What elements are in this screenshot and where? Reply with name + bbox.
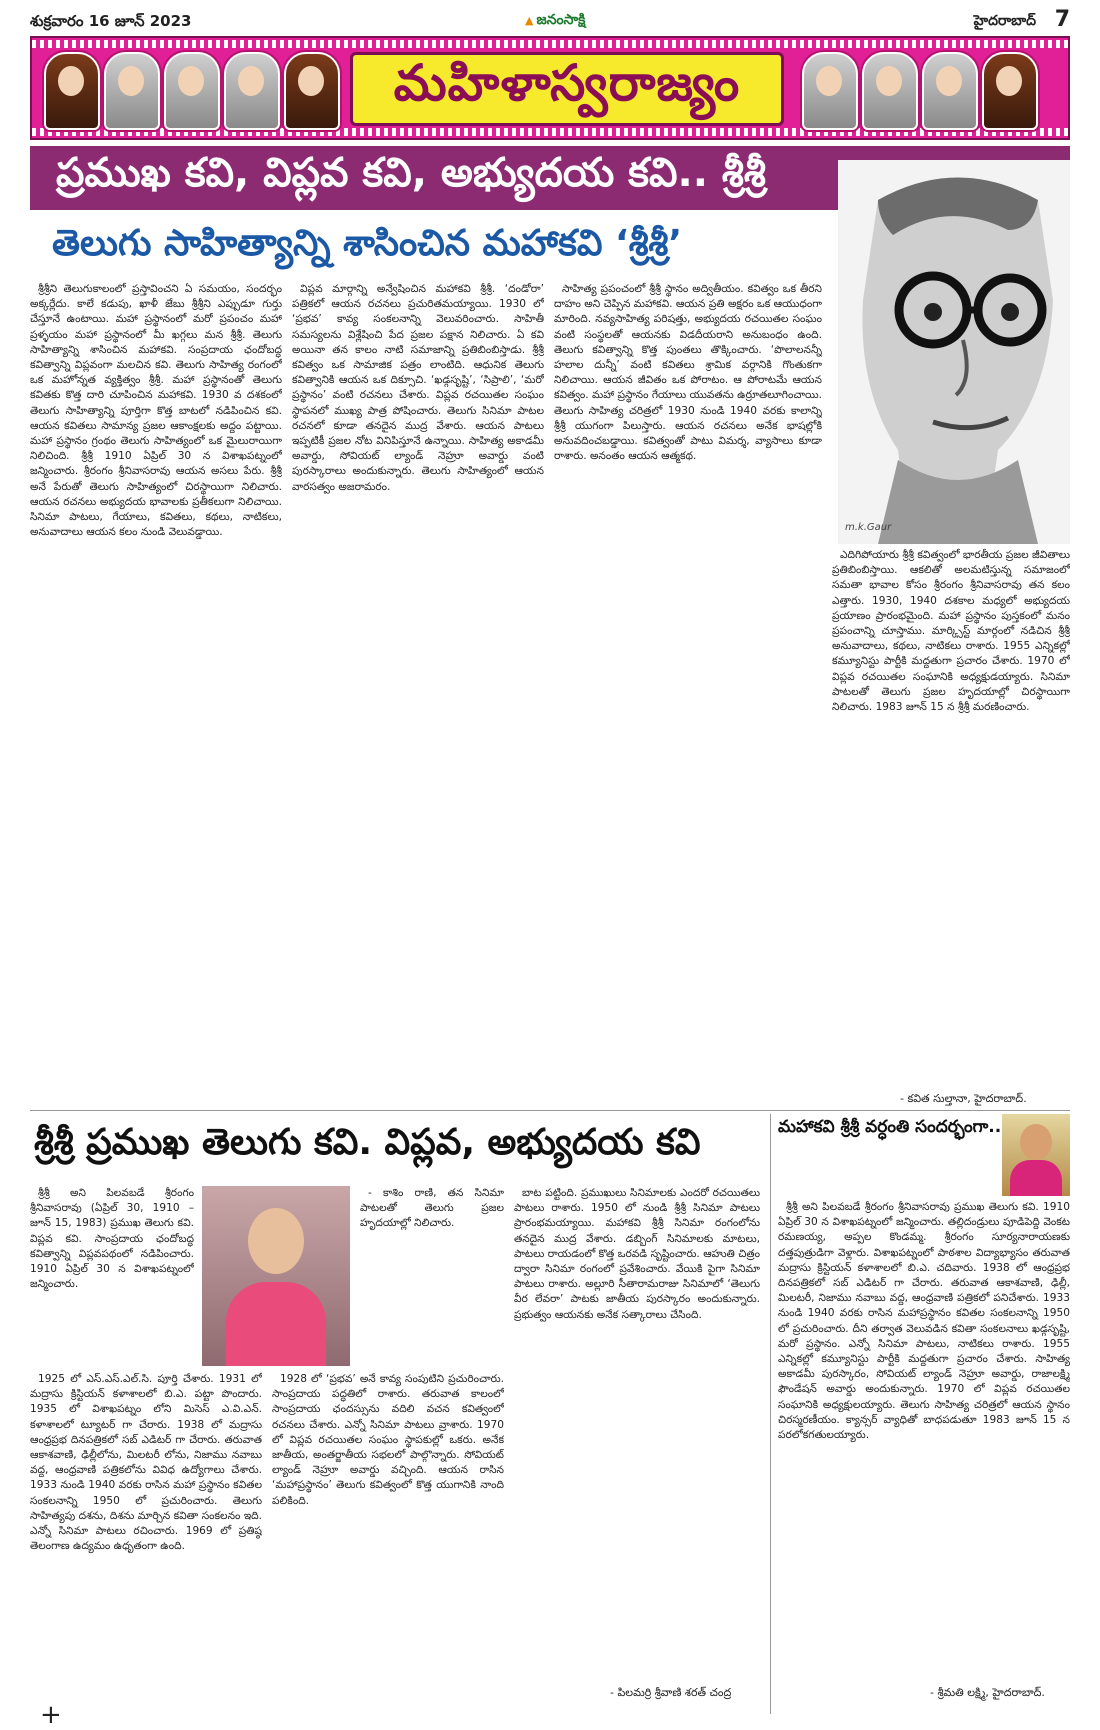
lower-column-a xyxy=(30,1372,262,1702)
sketch-signature: m.k.Gaur xyxy=(845,522,892,533)
portrait-9 xyxy=(982,52,1038,130)
column-2-text: విప్లవ మార్గాన్ని అన్వేషించిన మహాకవి శ్రీశ్రీ. ‘దండోరా’ పత్రికలో ఆయన రచనలు ప్రచురితమయ్యాయి. 1930 లో ‘ప్రభవ’ కావ్య సంకలనాన్ని వెలువరించారు. సాహితీ సమస్యలను విశ్లేషించి పేద ప్రజల పక్షాన నిలిచారు. ఏ కవి అయినా తన కాలం నాటి సమాజాన్ని ప్రతిబింబిస్తాడు. శ్రీశ్రీ కవిత్వం ఒక సామాజిక పత్రం లాంటిది. ఆధునిక తెలుగు కవిత్వానికి ఆయన ఒక దిక్సూచి. ‘ఖడ్గసృష్టి’, ‘సిప్రాలి’, ‘మరో ప్రస్థానం’ వంటి రచనలు చేశారు. విప్లవ రచయితల సంఘం స్థాపనలో ముఖ్య పాత్ర పోషించారు. తెలుగు సినిమా పాటల రచనలో కూడా తనదైన ముద్ర వేశారు. ఆయన పాటలు ఇప్పటికీ ప్రజల నోట వినిపిస్తూనే ఉన్నాయి. సాహిత్య అకాడమీ అవార్డు, సోవియట్ ల్యాండ్ నెహ్రూ అవార్డు వంటి పురస్కారాలు అందుకున్నారు. తెలుగు సాహిత్యంలో ఆయన వారసత్వం అజరామరం. xyxy=(292,283,544,493)
main-headline: తెలుగు సాహిత్యాన్ని శాసించిన మహాకవి ‘శ్రీశ్రీ’ xyxy=(52,223,683,264)
registration-mark-icon: + xyxy=(40,1700,62,1730)
portrait-2 xyxy=(104,52,160,130)
lower-column-b-text: 1928 లో ‘ప్రభవ’ అనే కావ్య సంపుటిని ప్రచురించారు. సాంప్రదాయ పద్ధతిలో రాశారు. తరువాత కాలంలో సాంప్రదాయ ఛందస్సును వదిలి వచన కవిత్వంలో రచనలు చేశారు. ఎన్నో సినిమా పాటలు వ్రాశారు. 1970 లో విప్లవ రచయితల సంఘం స్థాపకుల్లో ఒకరు. అనేక జాతీయ, అంతర్జాతీయ సభలలో పాల్గొన్నారు. సోవియట్ ల్యాండ్ నెహ్రూ అవార్డు వచ్చింది. ఆయన రాసిన ‘మహాప్రస్థానం’ తెలుగు కవిత్వంలో కొత్త యుగానికి నాంది పలికింది. xyxy=(272,1373,504,1507)
photo-caption-text: - కాశిం రాణి, తన సినిమా పాటలతో తెలుగు ప్రజల హృదయాల్లో నిలిచారు. xyxy=(360,1187,504,1230)
article-column-4 xyxy=(832,548,1070,1088)
lower-column-a-top xyxy=(30,1186,194,1366)
portrait-7 xyxy=(862,52,918,130)
column-4-text: ఎదిగిపోయారు శ్రీశ్రీ కవిత్వంలో భారతీయ ప్రజల జీవితాలు ప్రతిబింబిస్తాయి. ఆకలితో అలమటిస్తున్న సమాజంలో సమతా భావాల కోసం శ్రీరంగం శ్రీనివాసరావు తన కలం ఎత్తారు. 1930, 1940 దశకాల మధ్యలో అభ్యుదయ ప్రయాణం ప్రారంభమైంది. మహా ప్రస్థానం పుస్తకంలో మనం ప్రపంచాన్ని చూస్తాము. మార్క్సిస్ట్ మార్గంలో నడిచిన శ్రీశ్రీ అనువాదాలు, కథలు, నాటికలు రాశారు. 1955 ఎన్నికల్లో కమ్యూనిస్టు పార్టీకి మద్దతుగా ప్రచారం చేశారు. 1970 లో విప్లవ రచయితల సంఘానికి అధ్యక్షుడయ్యారు. సినిమా పాటలతో తెలుగు ప్రజల హృదయాల్లో చిరస్థాయిగా నిలిచారు. 1983 జూన్ 15 న శ్రీశ్రీ మరణించారు. xyxy=(832,549,1070,714)
side-article-byline: - శ్రీమతి లక్ష్మి, హైదరాబాద్. xyxy=(930,1686,1045,1699)
article-column-2 xyxy=(292,282,544,1108)
side-author-photo xyxy=(1002,1114,1070,1196)
section-divider xyxy=(30,1110,1070,1111)
headline-band: ప్రముఖ కవి, విప్లవ కవి, అభ్యుదయ కవి.. శ్రీశ్రీ xyxy=(30,146,1070,210)
page-number: 7 xyxy=(1054,7,1070,32)
side-article-text: శ్రీశ్రీ అని పిలవబడే శ్రీరంగం శ్రీనివాసరావు ప్రముఖ తెలుగు కవి. 1910 ఏప్రిల్ 30 న విశాఖపట్నంలో జన్మించారు. తల్లిదండ్రులు పూడిపెద్ది వెంకట రమణయ్య, అప్పల కొండమ్మ. శ్రీరంగం సూర్యనారాయణకు దత్తపుత్రుడిగా వెళ్లారు. విశాఖపట్నంలో పాఠశాల విద్యాభ్యాసం తరువాత మద్రాసు క్రిస్టియన్ కళాశాలలో బి.ఎ. చదివారు. 1938 లో ఆంధ్రప్రభ దినపత్రికలో సబ్ ఎడిటర్ గా చేరారు. తరువాత ఆకాశవాణి, ఢిల్లీ, మిలటరీ, నిజాము నవాబు వద్ద, ఆంధ్రవాణి పత్రికలో పనిచేశారు. 1933 నుండి 1940 వరకు రాసిన మహాప్రస్థానం కవితల సంకలనాన్ని 1950 లో ప్రచురించారు. దీని తర్వాత వెలువడిన కవితా సంకలనాలు ఖడ్గసృష్టి, మరో ప్రస్థానం. ఎన్నో సినిమా పాటలు, నాటికలు రాశారు. 1955 ఎన్నికల్లో కమ్యూనిస్టు పార్టీకి మద్దతుగా ప్రచారం చేశారు. సాహిత్య అకాడమీ పురస్కారం, సోవియట్ ల్యాండ్ నెహ్రూ అవార్డు, రాజాలక్ష్మి ఫౌండేషన్ అవార్డు అందుకున్నారు. 1970 లో విప్లవ రచయితల సంఘానికి అధ్యక్షులయ్యారు. తెలుగు సాహిత్య చరిత్రలో ఆయన స్థానం చిరస్మరణీయం. క్యాన్సర్ వ్యాధితో బాధపడుతూ 1983 జూన్ 15 న పరలోకగతులయ్యారు. xyxy=(778,1201,1070,1442)
issue-date: శుక్రవారం 16 జూన్ 2023 xyxy=(30,12,192,30)
photo-caption-column xyxy=(360,1186,504,1366)
article-column-3 xyxy=(554,282,822,1108)
lower-headline: శ్రీశ్రీ ప్రముఖ తెలుగు కవి. విప్లవ, అభ్యుదయ కవి xyxy=(34,1122,701,1163)
section-banner xyxy=(30,36,1070,140)
author-photo-figure xyxy=(226,1282,326,1366)
masthead-bar xyxy=(30,7,1070,32)
sri-sri-sketch xyxy=(838,160,1070,544)
column-3-text: సాహిత్య ప్రపంచంలో శ్రీశ్రీ స్థానం అద్వితీయం. కవిత్వం ఒక తీరని దాహం అని చెప్పిన మహాకవి. ఆయన ప్రతి అక్షరం ఒక ఆయుధంగా మారింది. నవ్యసాహిత్య పరిషత్తు, అభ్యుదయ రచయితల సంఘం వంటి సంస్థలతో ఆయనకు విడదీయరాని అనుబంధం ఉంది. తెలుగు కవిత్వాన్ని కొత్త పుంతలు తొక్కించారు. ‘పొలాలనన్నీ హలాల దున్నీ’ వంటి కవితలు శ్రామిక వర్గానికి గొంతుకగా నిలిచాయి. ఆయన జీవితం ఒక పోరాటం. ఆ పోరాటమే ఆయన కవిత్వం. మహా ప్రస్థానం గేయాలు యువతను ఉర్రూతలూగించాయి. తెలుగు సాహిత్య చరిత్రలో 1930 నుండి 1940 వరకు కాలాన్ని శ్రీశ్రీ యుగంగా పిలుస్తారు. ఆయన రచనలు అనేక భాషల్లోకి అనువదించబడ్డాయి. కవిత్వంతో పాటు విమర్శ, వ్యాసాలు కూడా రాశారు. అనంతం ఆయన ఆత్మకథ. xyxy=(554,283,822,463)
lower-column-a-top-text: శ్రీశ్రీ అని పిలవబడే శ్రీరంగం శ్రీనివాసరావు (ఏప్రిల్ 30, 1910 – జూన్ 15, 1983) ప్రముఖ తెలుగు కవి. విప్లవ కవి. సాంప్రదాయ ఛందోబద్ధ కవిత్వాన్ని విప్లవపథంలో నడిపించారు. 1910 ఏప్రిల్ 30 న విశాఖపట్నంలో జన్మించారు. xyxy=(30,1187,194,1291)
column-1-text: శ్రీశ్రీని తెలుగుకాలంలో ప్రస్తావించని ఏ సమయం, సందర్భం అక్కర్లేదు. కాలే కడుపు, ఖాళీ జేబు శ్రీశ్రీని ఎప్పుడూ గుర్తు చేస్తూనే ఉంటాయి. మహా ప్రస్థానంలో మరో ప్రపంచం మహా ప్రళ్ళయం మహా ప్రస్థానంలో మీ ఖగ్గలు మన శ్రీశ్రీ. తెలుగు సాహిత్యాన్ని శాసించిన మహాకవి. సంప్రదాయ ఛందోబద్ధ కవిత్వాన్ని విప్లవంగా మలచిన కవి. తెలుగు సాహిత్య రంగంలో ఒక మహోన్నత వ్యక్తిత్వం శ్రీశ్రీ. మహా ప్రస్థానంతో తెలుగు కవితకు కొత్త దారి చూపించిన మహాకవి. 1930 వ దశకంలో తెలుగు సాహిత్యాన్ని పూర్తిగా కొత్త బాటలో నడిపించిన కవి. ఆయన కవితలు సామాన్య ప్రజల ఆకాంక్షలకు అద్దం పట్టాయి. మహా ప్రస్థానం గ్రంథం తెలుగు సాహిత్యంలో ఒక మైలురాయిగా నిలిచింది. శ్రీశ్రీ 1910 ఏప్రిల్ 30 న విశాఖపట్నంలో జన్మించారు. శ్రీరంగం శ్రీనివాసరావు ఆయన అసలు పేరు. శ్రీశ్రీ అనే పేరుతో తెలుగు సాహిత్యంలో చిరస్థాయిగా నిలిచారు. ఆయన రచనలు అభ్యుదయ భావాలకు ప్రతీకలుగా నిలిచాయి. సినిమా పాటలు, గేయాలు, కవితలు, కథలు, నాటికలు, అనువాదాలు ఆయన కలం నుండి వెలువడ్డాయి. xyxy=(30,283,282,539)
portrait-1 xyxy=(44,52,100,130)
portrait-6 xyxy=(802,52,858,130)
main-article-byline: - కవిత సుల్తానా, హైదరాబాద్. xyxy=(900,1092,1027,1105)
author-photo xyxy=(202,1186,350,1366)
lower-article-byline: - పిలమర్రి శ్రీవాణి శరత్ చంద్ర xyxy=(610,1686,732,1699)
section-title: మహిళాస్వరాజ్యం xyxy=(350,52,784,126)
column-divider xyxy=(770,1114,771,1714)
edition-city: హైదరాబాద్ xyxy=(973,13,1036,29)
portrait-5 xyxy=(284,52,340,130)
lower-column-a-text: 1925 లో ఎస్.ఎస్.ఎల్.సి. పూర్తి చేశారు. 1931 లో మద్రాసు క్రిస్టియన్ కళాశాలలో బి.ఎ. పట్టా పొందారు. 1935 లో విశాఖపట్నం లోని మిసెస్ ఎ.వి.ఎన్. కళాశాలలో ట్యూటర్ గా చేరారు. 1938 లో మద్రాసు ఆంధ్రప్రభ దినపత్రికలో సబ్ ఎడిటర్ గా చేరారు. తరువాత ఆకాశవాణి, ఢిల్లీలోను, మిలటరీ లోను, నిజాము నవాబు వద్ద, ఆంధ్రవాణి పత్రికలోను వివిధ ఉద్యోగాలు చేశారు. 1933 నుండి 1940 వరకు రాసిన మహా ప్రస్థానం కవితల సంకలనాన్ని 1950 లో ప్రచురించారు. తెలుగు సాహిత్యపు దశను, దిశను మార్చిన కవితా సంకలనం ఇది. ఎన్నో సినిమా పాటలు రచించారు. 1969 లో ప్రతిష్ఠ తెలంగాణ ఉద్యమం ఉధృతంగా ఉంది. xyxy=(30,1373,262,1553)
paper-name: ▲ జనంసాక్షి xyxy=(525,12,585,31)
portrait-4 xyxy=(224,52,280,130)
side-author-figure xyxy=(1010,1160,1062,1196)
article-column-1 xyxy=(30,282,282,1108)
banner-top-border xyxy=(32,40,1068,48)
lower-column-b xyxy=(272,1372,504,1702)
side-article-title: మహాకవి శ్రీశ్రీ వర్ధంతి సందర్భంగా.. xyxy=(778,1117,1002,1137)
lower-column-c xyxy=(514,1186,760,1682)
portrait-3 xyxy=(164,52,220,130)
side-article-column xyxy=(778,1200,1070,1680)
portrait-8 xyxy=(922,52,978,130)
lower-column-c-text: బాట పట్టింది. ప్రముఖులు సినిమాలకు ఎందరో రచయితలు పాటలు రాశారు. 1950 లో నుండి శ్రీశ్రీ సినిమా పాటలు ప్రారంభమయ్యాయి. మహాకవి శ్రీశ్రీ సినిమా రంగంలోను తనదైన ముద్ర వేశారు. డబ్బింగ్ సినిమాలకు మాటలు, పాటలు రాయడంలో కొత్త ఒరవడి సృష్టించారు. ఆహుతి చిత్రం ద్వారా సినిమా రంగంలో ప్రవేశించారు. వేయికి పైగా సినిమా పాటలు రాశారు. అల్లూరి సీతారామరాజు సినిమాలో ‘తెలుగు వీర లేవరా’ పాటకు జాతీయ పురస్కారం అందుకున్నారు. ప్రభుత్వం ఆయనకు అనేక సత్కారాలు చేసింది. xyxy=(514,1187,760,1321)
sketch-illustration xyxy=(838,160,1070,544)
